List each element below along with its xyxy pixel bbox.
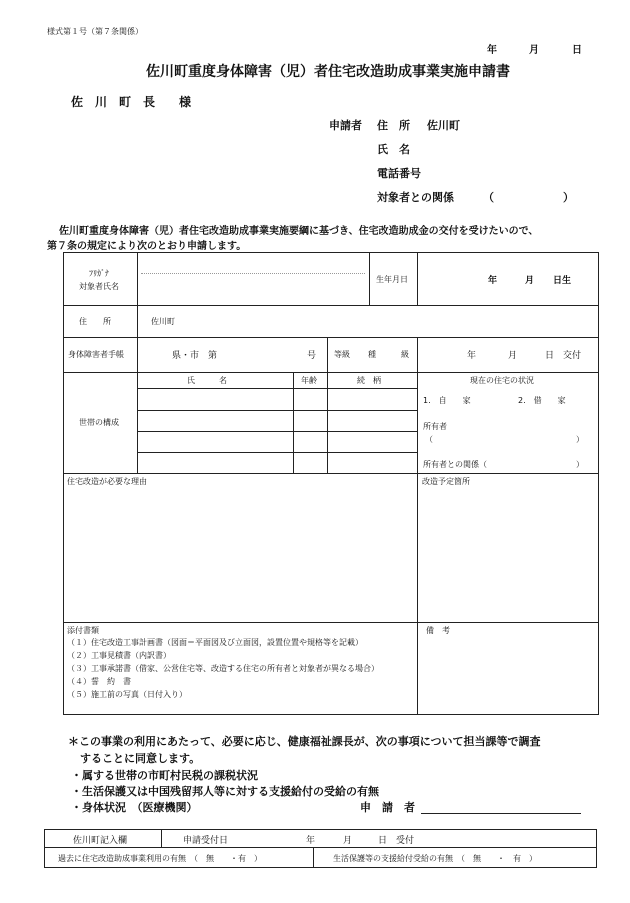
consent-item-2: ・生活保護又は中国残留邦人等に対する支援給付の受給の有無 — [71, 785, 379, 798]
birthdate-label: 生年月日 — [376, 275, 408, 284]
intro-line-2: 第７条の規定により次のとおり申請します。 — [47, 241, 247, 252]
applicant-name-label: 氏 名 — [377, 143, 410, 156]
grade-label: 等級 — [334, 350, 350, 359]
birth-month: 月 — [525, 276, 535, 286]
relation-paren-open: （ — [483, 191, 494, 204]
applicant-address-value: 佐川町 — [427, 119, 460, 132]
attachments-label: 添付書類 — [67, 626, 99, 635]
class-label: 級 — [401, 350, 409, 359]
receipt-month: 月 — [343, 836, 353, 846]
consent-item-3: ・身体状況 （医療機関） — [71, 801, 198, 814]
housing-rent[interactable]: 2. 借 家 — [518, 396, 566, 405]
applicant-relation-label: 対象者との関係 — [377, 191, 454, 204]
receipt-day: 日 受付 — [378, 836, 415, 846]
address-label: 住 所 — [79, 317, 111, 326]
housing-label: 現在の住宅の状況 — [470, 376, 534, 385]
consent-line-1: ＊この事業の利用にあたって、必要に応じ、健康福祉課長が、次の事項について担当課等で調査 — [68, 735, 541, 748]
owner-paren-close: ） — [576, 435, 584, 444]
col-name-header: 氏 名 — [187, 376, 227, 385]
owner-relation-close: ） — [576, 460, 584, 469]
form-number: 様式第１号（第７条関係） — [47, 27, 143, 36]
welfare-status: 生活保護等の支援給付受給の有無 （ 無 ・ 有 ） — [333, 854, 537, 863]
date-month: 月 — [529, 45, 539, 56]
issue-day: 日 交付 — [545, 351, 582, 361]
attachment-item: （４）誓 約 書 — [67, 677, 131, 686]
addressee: 佐 川 町 長 様 — [71, 95, 192, 109]
issue-month: 月 — [508, 351, 518, 361]
handbook-number: 号 — [307, 351, 317, 361]
address-value: 佐川町 — [151, 317, 175, 326]
location-label: 改造予定箇所 — [422, 477, 470, 486]
issue-year: 年 — [467, 351, 477, 361]
subject-name-label: 対象者氏名 — [79, 282, 119, 291]
household-label: 世帯の構成 — [79, 418, 119, 427]
birth-day: 日生 — [553, 276, 572, 286]
signature-line[interactable] — [421, 813, 581, 814]
date-day: 日 — [572, 45, 582, 56]
relation-paren-close: ） — [563, 191, 574, 204]
col-relation-header: 続 柄 — [357, 376, 381, 385]
furigana-label: ﾌﾘｶﾞﾅ — [89, 269, 109, 278]
applicant-label: 申請者 — [329, 119, 362, 132]
handbook-label: 身体障害者手帳 — [68, 350, 124, 359]
page-title: 佐川町重度身体障害（児）者住宅改造助成事業実施申請書 — [146, 64, 510, 80]
owner-paren-open: （ — [425, 435, 433, 444]
intro-line-1: 佐川町重度身体障害（児）者住宅改造助成事業実施要綱に基づき、住宅改造助成金の交付を受けたいので、 — [59, 226, 539, 237]
consent-item-1: ・属する世帯の市町村民税の課税状況 — [71, 769, 258, 782]
type-label: 種 — [368, 350, 376, 359]
owner-label: 所有者 — [423, 422, 447, 431]
attachment-item: （５）施工前の写真（日付入り） — [67, 690, 187, 699]
receipt-year: 年 — [306, 836, 316, 846]
applicant-phone-label: 電話番号 — [377, 167, 421, 180]
office-use-label: 佐川町記入欄 — [73, 836, 128, 846]
owner-relation: 所有者との関係（ — [423, 460, 487, 469]
signer-label: 申 請 者 — [360, 801, 415, 814]
attachment-item: （３）工事承諾書（借家、公営住宅等、改造する住宅の所有者と対象者が異なる場合） — [67, 664, 379, 673]
receipt-date-label: 申請受付日 — [183, 836, 229, 846]
col-age-header: 年齢 — [301, 376, 317, 385]
attachment-item: （１）住宅改造工事計画書（図面＝平面図及び立面図，設置位置や規格等を記載） — [67, 638, 363, 647]
past-use-status: 過去に住宅改造助成事業利用の有無 （ 無 ・有 ） — [58, 854, 262, 863]
housing-own[interactable]: 1. 自 家 — [423, 396, 471, 405]
consent-line-2: することに同意します。 — [80, 752, 201, 765]
handbook-pref: 県・市 第 — [172, 351, 218, 361]
reason-label: 住宅改造が必要な理由 — [67, 477, 147, 486]
birth-year: 年 — [488, 276, 498, 286]
attachment-item: （２）工事見積書（内訳書） — [67, 651, 171, 660]
applicant-address-label: 住 所 — [377, 119, 410, 132]
date-year: 年 — [487, 45, 497, 56]
remarks-label: 備 考 — [426, 626, 450, 635]
